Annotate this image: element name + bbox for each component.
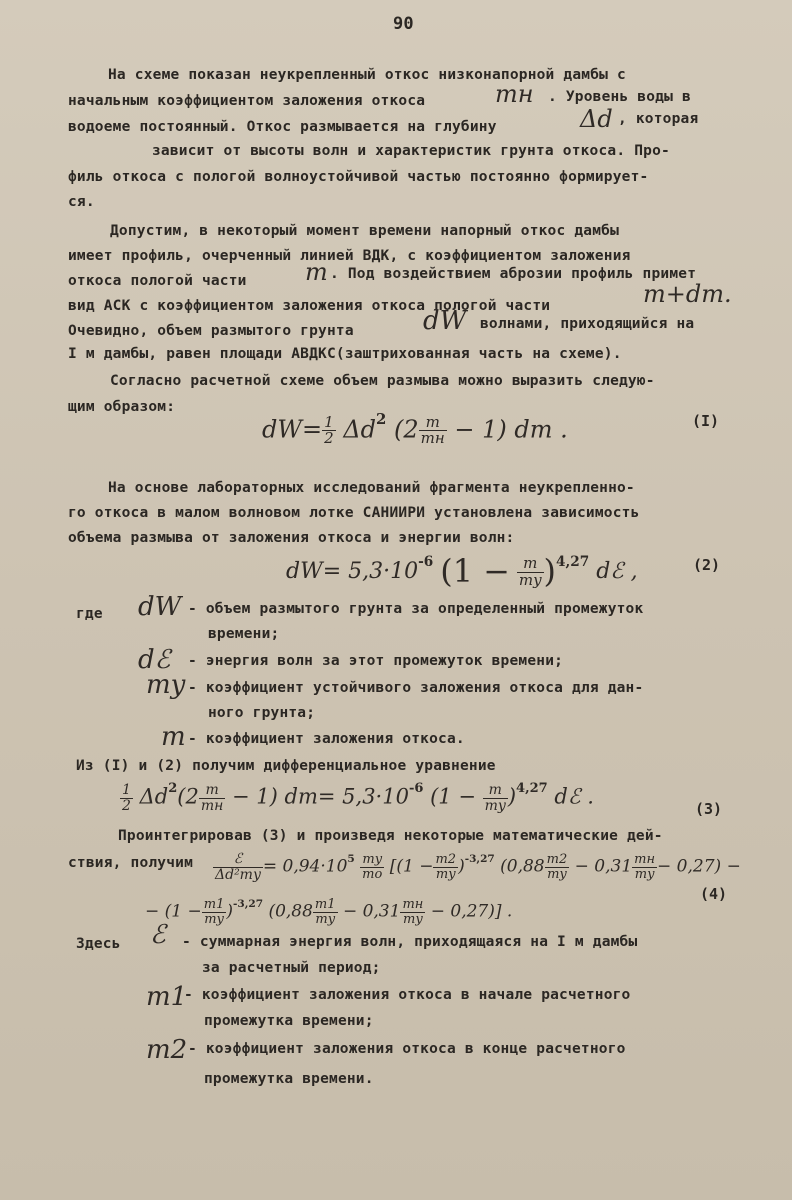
exponent: 4,27	[556, 553, 590, 570]
exponent: 4,27	[516, 781, 548, 796]
math-symbol: my	[146, 670, 186, 700]
fraction-numerator: m	[199, 783, 226, 799]
page-number: 90	[393, 14, 414, 34]
text-line: щим образом:	[68, 399, 176, 415]
text-line: зависит от высоты волн и характеристик грунта откоса. Про-	[152, 143, 670, 159]
text-line: , которая	[618, 111, 699, 127]
fraction-denominator: my	[204, 911, 224, 927]
text-line: филь откоса с пологой волноустойчивой частью постоянно формирует-	[68, 169, 649, 185]
fraction-denominator: my	[435, 866, 456, 882]
definition-text: - коэффициент устойчивого заложения откоса для дан-	[188, 680, 644, 696]
eq-term: (1 −	[440, 552, 510, 590]
fraction-numerator: ℰ	[213, 852, 263, 868]
eq-term: dℰ ,	[596, 559, 638, 585]
fraction-denominator: my	[484, 797, 506, 814]
math-symbol: m+dm.	[643, 280, 732, 308]
fraction-denominator: my	[547, 866, 567, 882]
definition-text: - объем размытого грунта за определенный промежуток	[188, 601, 644, 617]
equation-number: (2)	[693, 556, 721, 574]
eq-term: − 0,31	[574, 856, 633, 877]
text-line: объема размыва от заложения откоса и энергии волн:	[68, 530, 515, 546]
equation-2	[286, 552, 638, 590]
fraction-denominator: my	[634, 866, 655, 882]
fraction-denominator: mo	[362, 866, 383, 882]
fraction-denominator: 2	[122, 797, 131, 814]
text-line: Из (I) и (2) получим дифференциальное уравнение	[76, 758, 496, 774]
eq-term: (2	[177, 784, 199, 809]
eq-term: (0,88	[500, 856, 545, 877]
eq-term: Δd	[343, 415, 377, 444]
fraction-numerator: mн	[634, 852, 656, 868]
text-line: Согласно расчетной схеме объем размыва можно выразить следую-	[110, 373, 655, 389]
math-symbol: dW	[423, 306, 467, 336]
fraction-numerator: m2	[435, 852, 457, 868]
fraction-denominator: Δd²my	[215, 866, 261, 883]
eq-term: − 0,27)] .	[430, 901, 513, 922]
definition-text: промежутка времени.	[204, 1071, 374, 1087]
text-line: Проинтегрировав (3) и произведя некоторые математические дей-	[118, 828, 663, 844]
text-line: ствия, получим	[68, 855, 194, 871]
eq-term: − 0,31	[342, 901, 401, 922]
equation-number: (4)	[700, 885, 728, 903]
where-label: где	[76, 606, 103, 622]
definition-text: - энергия волн за этот промежуток времени;	[188, 653, 564, 669]
equation-4-line-1: ℰ Δd²my = $0,94\cdot 10^5$ $\frac{my}{mo}$ [(1 − $\frac{m2}{my}$ )$^{-3,27}$ (0,88 $\frac{m2}{my}$ − 0,31 mн my − 0,27) −	[215, 851, 741, 883]
text-line: ся.	[68, 194, 95, 210]
eq-term: dℰ .	[554, 784, 594, 809]
fraction-numerator: mн	[402, 897, 424, 912]
equation-number: (I)	[692, 412, 720, 430]
fraction-numerator: m	[483, 783, 508, 799]
text-line: вид АСК с коэффициентом заложения откоса пологой части	[68, 298, 551, 314]
text-line: На схеме показан неукрепленный откос низконапорной дамбы с	[108, 67, 626, 83]
math-symbol: ℰ	[150, 920, 166, 950]
definition-text: - суммарная энергия волн, приходящаяся на I м дамбы	[182, 934, 638, 950]
definition-text: за расчетный период;	[202, 960, 381, 976]
text-line: Допустим, в некоторый момент времени напорный откос дамбы	[110, 223, 619, 239]
text-line: На основе лабораторных исследований фрагмента неукрепленно-	[108, 480, 635, 496]
text-line: I м дамбы, равен площади АВДКС(заштрихованная часть на схеме).	[68, 346, 622, 362]
text-line: водоеме постоянный. Откос размывается на глубину	[68, 119, 497, 135]
equation-4-line-2: − (1 − $\frac{m1}{my}$ )$^{-3,27}$ (0,88 $\frac{m1}{my}$ − 0,31 mн my − 0,27)] .	[145, 897, 513, 927]
fraction-denominator: 2	[324, 429, 334, 448]
math-symbol: mн	[495, 80, 534, 108]
fraction-denominator: my	[403, 911, 423, 927]
text-line: Очевидно, объем размытого грунта	[68, 323, 354, 339]
fraction-denominator: mн	[420, 429, 445, 448]
eq-term: − 0,27) −	[657, 856, 741, 877]
fraction-numerator: m	[419, 415, 447, 432]
fraction-numerator: 1	[122, 782, 131, 799]
eq-term: (1 −	[430, 784, 476, 809]
definition-text: - коэффициент заложения откоса.	[188, 731, 465, 747]
exponent: -3,27	[464, 853, 495, 866]
text-line: откоса пологой части	[68, 273, 247, 289]
exponent: 5	[347, 853, 355, 866]
math-symbol: m	[305, 258, 328, 286]
text-line: . Уровень воды в	[548, 89, 691, 105]
definition-text: ного грунта;	[208, 705, 316, 721]
fraction-numerator: m	[517, 556, 544, 573]
eq-term: (0,88	[268, 901, 313, 922]
exponent: -6	[408, 781, 424, 796]
eq-term: Δd	[139, 784, 169, 809]
equation-3	[120, 781, 594, 813]
fraction-numerator: my	[360, 853, 384, 868]
where-label: Здесь	[76, 936, 121, 952]
definition-text: времени;	[208, 626, 280, 642]
text-line: . Под воздействием аброзии профиль примет	[330, 266, 697, 282]
eq-term: (2	[394, 415, 419, 444]
math-symbol: m2	[146, 1035, 188, 1065]
definition-text: промежутка времени;	[204, 1013, 374, 1029]
text-line: волнами, приходящийся на	[480, 316, 695, 332]
exponent: 2	[376, 410, 387, 428]
exponent: -6	[418, 553, 434, 570]
eq-term: − (1 −	[145, 901, 202, 922]
equation-number: (3)	[695, 800, 723, 818]
eq-term: dW=	[262, 415, 323, 444]
exponent: -3,27	[233, 898, 264, 911]
math-symbol: dW	[138, 592, 182, 622]
text-line: го откоса в малом волновом лотке САНИИРИ установлена зависимость	[68, 505, 640, 521]
math-symbol: Δd	[580, 105, 613, 133]
math-symbol: m1	[146, 982, 188, 1012]
fraction-numerator: m1	[314, 897, 336, 912]
fraction-denominator: my	[518, 570, 542, 589]
fraction-denominator: my	[315, 911, 336, 927]
exponent: 2	[168, 781, 178, 796]
eq-term: )	[543, 552, 556, 590]
definition-text: - коэффициент заложения откоса в конце расчетного	[188, 1041, 626, 1057]
equation-1	[262, 410, 568, 447]
math-symbol: dℰ	[138, 645, 171, 675]
eq-term: − 1) dm .	[454, 415, 568, 444]
eq-term: )	[507, 784, 517, 809]
definition-text: - коэффициент заложения откоса в начале расчетного	[184, 987, 631, 1003]
eq-term: − 1) dm= 5,3·10	[232, 784, 409, 809]
fraction-numerator: 1	[324, 412, 334, 431]
eq-term: [(1 −	[389, 856, 434, 877]
fraction-denominator: mн	[200, 797, 224, 814]
math-symbol: m	[161, 722, 186, 752]
eq-term: = 0,94·10	[262, 856, 348, 877]
fraction-numerator: m1	[203, 897, 225, 912]
eq-term: dW= 5,3·10	[286, 559, 419, 585]
text-line: имеет профиль, очерченный линией ВДК, с коэффициентом заложения	[68, 248, 631, 264]
fraction-numerator: m2	[546, 852, 568, 868]
text-line: начальным коэффициентом заложения откоса	[68, 93, 426, 109]
